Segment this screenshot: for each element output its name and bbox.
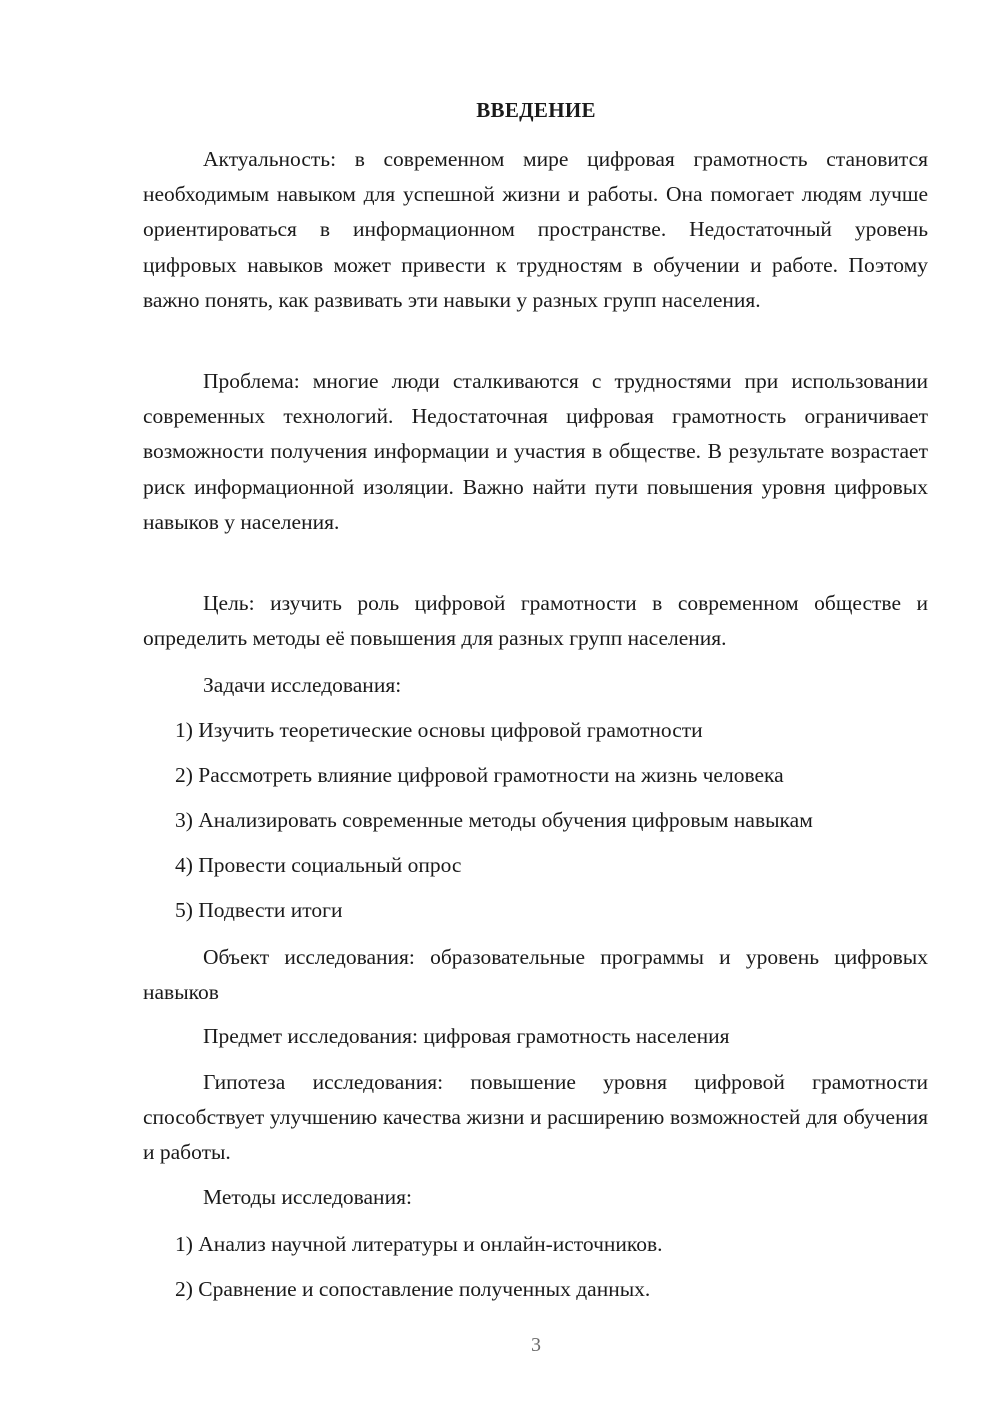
methods-heading: Методы исследования:: [203, 1185, 412, 1209]
task-item-5: 5) Подвести итоги: [175, 898, 343, 922]
task-item-3: 3) Анализировать современные методы обучения цифровым навыкам: [175, 808, 813, 832]
problem-paragraph: Проблема: многие люди сталкиваются с трудностями при использовании современных технологий. Недостаточная цифровая грамотность ограничивает возможности получения информации и участия в обществе. В результате возрастает риск информационной изоляции. Важно найти пути повышения уровня цифровых навыков у населения.: [143, 369, 928, 534]
page-number: 3: [531, 1334, 541, 1356]
object-paragraph: Объект исследования: образовательные программы и уровень цифровых навыков: [143, 945, 928, 1005]
method-item-1: 1) Анализ научной литературы и онлайн-источников.: [175, 1232, 663, 1256]
method-item-2: 2) Сравнение и сопоставление полученных данных.: [175, 1277, 651, 1301]
tasks-heading: Задачи исследования:: [203, 673, 402, 697]
task-item-2: 2) Рассмотреть влияние цифровой грамотности на жизнь человека: [175, 763, 784, 787]
subject-paragraph: Предмет исследования: цифровая грамотность населения: [203, 1024, 730, 1048]
page-title: ВВЕДЕНИЕ: [476, 98, 596, 122]
task-item-1: 1) Изучить теоретические основы цифровой грамотности: [175, 718, 703, 742]
goal-paragraph: Цель: изучить роль цифровой грамотности в современном обществе и определить методы её повышения для разных групп населения.: [143, 591, 928, 651]
relevance-paragraph: Актуальность: в современном мире цифровая грамотность становится необходимым навыком для успешной жизни и работы. Она помогает людям лучше ориентироваться в информационном пространстве. Недостаточный уровень цифровых навыков может привести к трудностям в обучении и работе. Поэтому важно понять, как развивать эти навыки у разных групп населения.: [143, 147, 928, 312]
hypothesis-paragraph: Гипотеза исследования: повышение уровня цифровой грамотности способствует улучшению качества жизни и расширению возможностей для обучения и работы.: [143, 1070, 928, 1165]
task-item-4: 4) Провести социальный опрос: [175, 853, 462, 877]
